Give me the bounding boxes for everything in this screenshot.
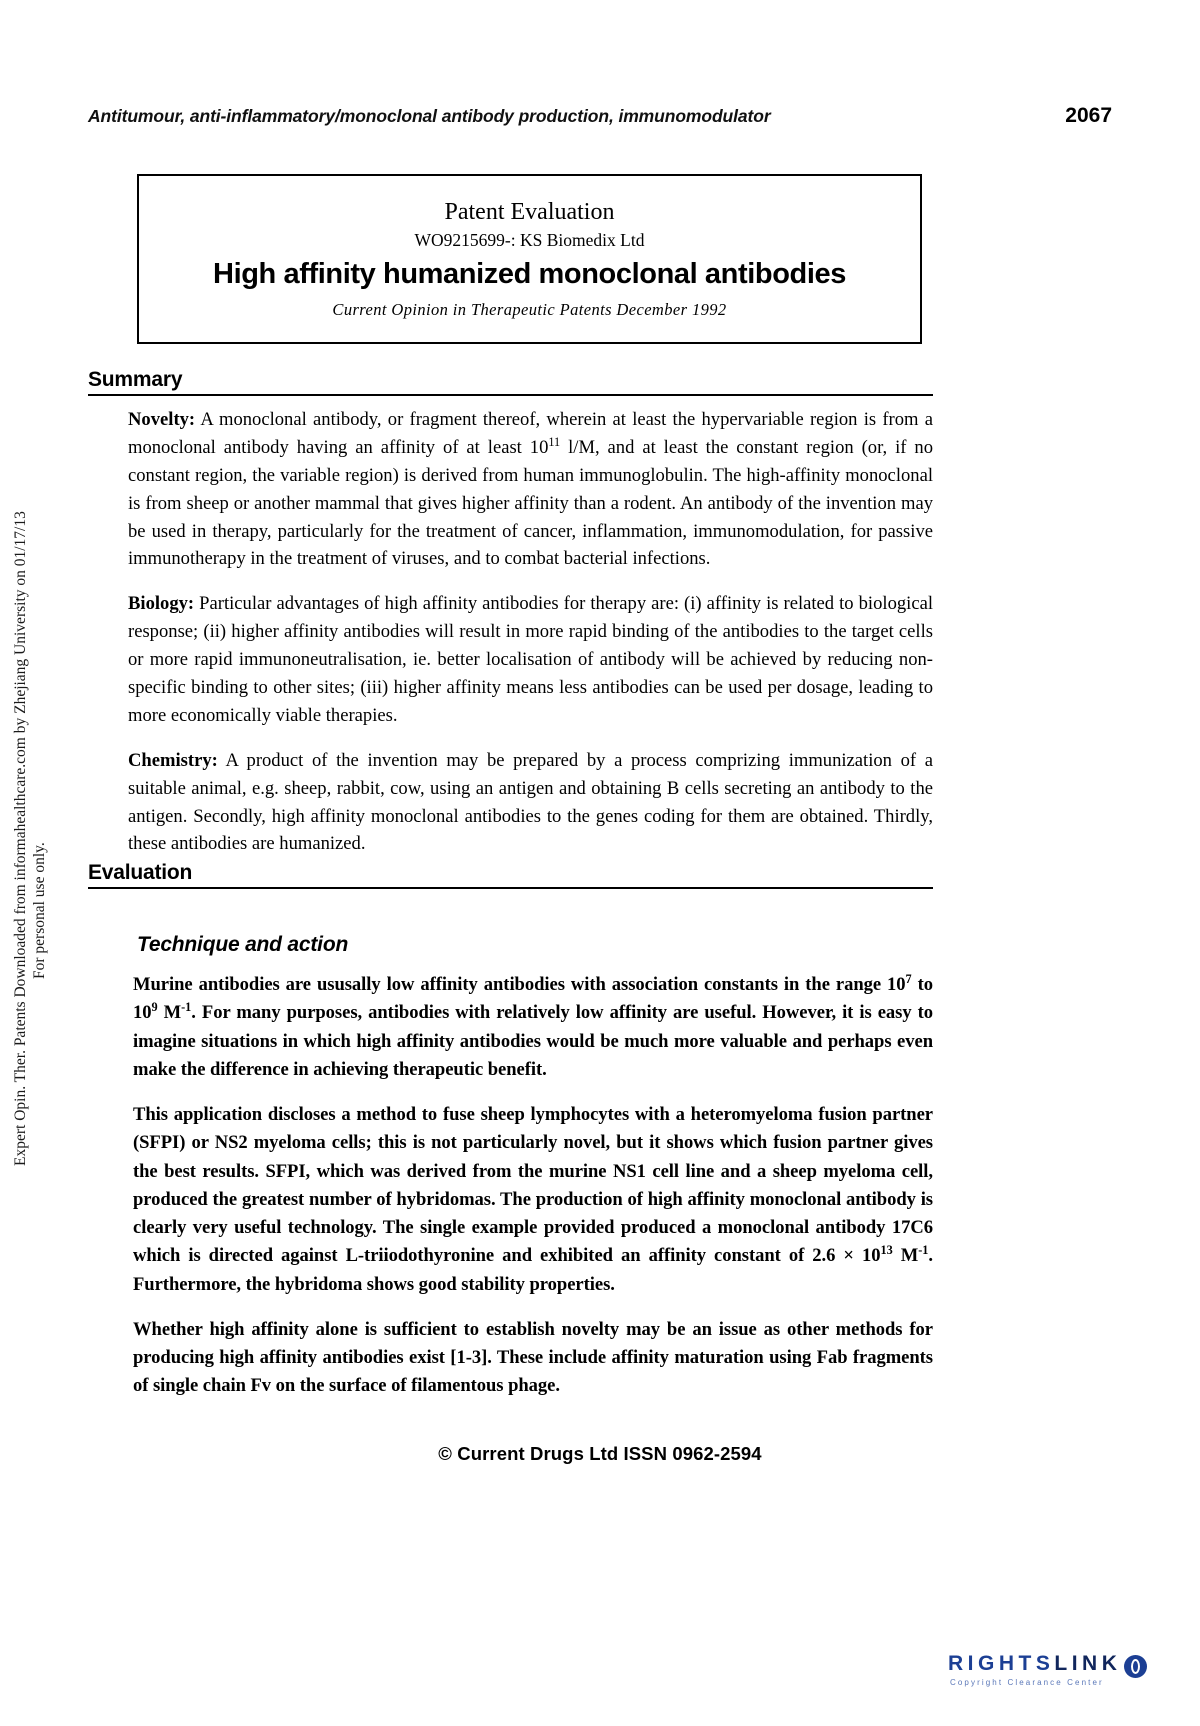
- rightslink-logo[interactable]: [948, 1652, 1178, 1696]
- superscript-affinity-constant-exponent: 13: [880, 1243, 893, 1258]
- paragraph-chemistry: [128, 747, 933, 859]
- patent-title-box: [137, 174, 922, 344]
- paragraph-novelty: [128, 406, 933, 573]
- paragraph-application-text-2: M: [892, 1245, 919, 1267]
- rightslink-letter-h: H: [998, 1652, 1019, 1675]
- superscript-range-low: 7: [905, 971, 912, 986]
- paragraph-murine-text-3: M: [157, 1002, 182, 1024]
- sidebar-watermark: [0, 0, 60, 1726]
- paragraph-label-novelty: Novelty:: [128, 409, 196, 430]
- paragraph-murine-text-1: Murine antibodies are ususally low affinity antibodies with association constants in the range 10: [133, 974, 906, 995]
- paragraph-novelty-text-1: A monoclonal antibody, or fragment thereof, wherein at least the hypervariable region is from a monoclonal antibody having an affinity of at least 10: [128, 409, 933, 458]
- page-number: 2067: [1065, 104, 1112, 127]
- running-head: [88, 104, 1112, 128]
- paragraph-novelty-text-2: l/M, and at least the constant region (or, if no constant region, the variable region) is derived from human immunoglobulin. The high-affinity monoclonal is from sheep or another mammal that gives higher affinity than a rodent. An antibody of the invention may be used in therapy, particularly for the treatment of cancer, inflammation, immunomodulation, for passive immunotherapy in the treatment of viruses, and to combat bacterial infections.: [128, 436, 933, 570]
- evaluation-body: [133, 971, 933, 1401]
- rightslink-wordmark: [948, 1652, 1147, 1676]
- subheading-technique-and-action: Technique and action: [137, 933, 349, 956]
- rightslink-letter-i: I: [967, 1652, 979, 1675]
- patent-title: High affinity humanized monoclonal antibodies: [213, 258, 846, 291]
- section-heading-summary: [88, 368, 933, 396]
- superscript-molar-inverse: -1: [918, 1243, 929, 1258]
- rightslink-letter-l: L: [1054, 1652, 1072, 1675]
- section-heading-evaluation: [88, 861, 933, 889]
- patent-number-assignee: WO9215699-: KS Biomedix Ltd: [414, 230, 645, 251]
- running-head-title: Antitumour, anti-inflammatory/monoclonal antibody production, immunomodulator: [88, 106, 771, 126]
- rightslink-letter-n: N: [1082, 1652, 1102, 1675]
- paragraph-label-chemistry: Chemistry:: [128, 749, 218, 771]
- paragraph-murine-antibodies: [133, 971, 933, 1084]
- rightslink-letter-r: R: [948, 1652, 968, 1675]
- paragraph-application-disclosure: [133, 1101, 933, 1299]
- superscript-molar-inverse: -1: [181, 1000, 192, 1015]
- rightslink-letter-i2: I: [1071, 1652, 1083, 1675]
- paragraph-application-text-3: . Furthermore, the hybridoma shows good stability properties.: [133, 1245, 933, 1295]
- rightslink-letter-k: K: [1101, 1652, 1122, 1675]
- section-rule: [88, 394, 933, 396]
- sidebar-watermark-download-line: Expert Opin. Ther. Patents Downloaded from informahealthcare.com by Zhejiang University on 01/17/13: [12, 511, 29, 1166]
- paragraph-biology: [128, 590, 933, 729]
- footer-copyright: © Current Drugs Ltd ISSN 0962-2594: [438, 1443, 762, 1464]
- rightslink-tagline: Copyright Clearance Center: [950, 1678, 1104, 1687]
- rightslink-letter-g: G: [978, 1652, 999, 1675]
- patent-evaluation-kicker: Patent Evaluation: [444, 199, 615, 225]
- superscript-range-high: 9: [151, 1000, 158, 1015]
- globe-icon: [1124, 1655, 1147, 1678]
- superscript-affinity-exponent: 11: [548, 434, 561, 449]
- paragraph-biology-text: Particular advantages of high affinity antibodies for therapy are: (i) affinity is related to biological response; (ii) higher affinity antibodies will result in more rapid binding of the antibodies to the target cells or more rapid immunoneutralisation, ie. better localisation of antibody will be achieved by reducing non-specific binding to other sites; (iii) higher affinity means less antibodies can be used per dosage, leading to more economically viable therapies.: [128, 593, 933, 726]
- section-rule: [88, 887, 933, 889]
- sidebar-watermark-usage-line: For personal use only.: [31, 842, 48, 979]
- summary-body: [128, 406, 933, 858]
- paragraph-novelty-issue: [133, 1316, 933, 1401]
- paragraph-application-text-1: This application discloses a method to fuse sheep lymphocytes with a heteromyeloma fusion partner (SFPI) or NS2 myeloma cells; this is not particularly novel, but it shows which fusion partner gives the best results. SFPI, which was derived from the murine NS1 cell line and a sheep myeloma cell, produced the greatest number of hybridomas. The production of high affinity monoclonal antibody is clearly very useful technology. The single example provided produced a monoclonal antibody 17C6 which is directed against L-triiodothyronine and exhibited an affinity constant of 2.6 × 10: [133, 1104, 933, 1267]
- section-heading-summary-label: Summary: [88, 368, 183, 391]
- rightslink-letter-t: T: [1018, 1652, 1036, 1675]
- paragraph-chemistry-text: A product of the invention may be prepared by a process comprizing immunization of a suitable animal, e.g. sheep, rabbit, cow, using an antigen and obtaining B cells secreting an antibody to the antigen. Secondly, high affinity monoclonal antibodies to the genes coding for them are obtained. Thirdly, these antibodies are humanized.: [128, 749, 933, 855]
- journal-citation: Current Opinion in Therapeutic Patents December 1992: [332, 299, 727, 319]
- paragraph-label-biology: Biology:: [128, 593, 195, 615]
- paragraph-murine-text-2: to 10: [133, 974, 933, 1024]
- rightslink-letter-s: S: [1035, 1652, 1055, 1675]
- paragraph-novelty-issue-text: Whether high affinity alone is sufficient to establish novelty may be an issue as other methods for producing high affinity antibodies exist [1-3]. These include affinity maturation using Fab fragments of single chain Fv on the surface of filamentous phage.: [133, 1318, 933, 1397]
- section-heading-evaluation-label: Evaluation: [88, 861, 193, 884]
- paragraph-murine-text-4: . For many purposes, antibodies with relatively low affinity are useful. However, it is easy to imagine situations in which high affinity antibodies would be much more valuable and perhaps even make the difference in achieving therapeutic benefit.: [133, 1002, 933, 1080]
